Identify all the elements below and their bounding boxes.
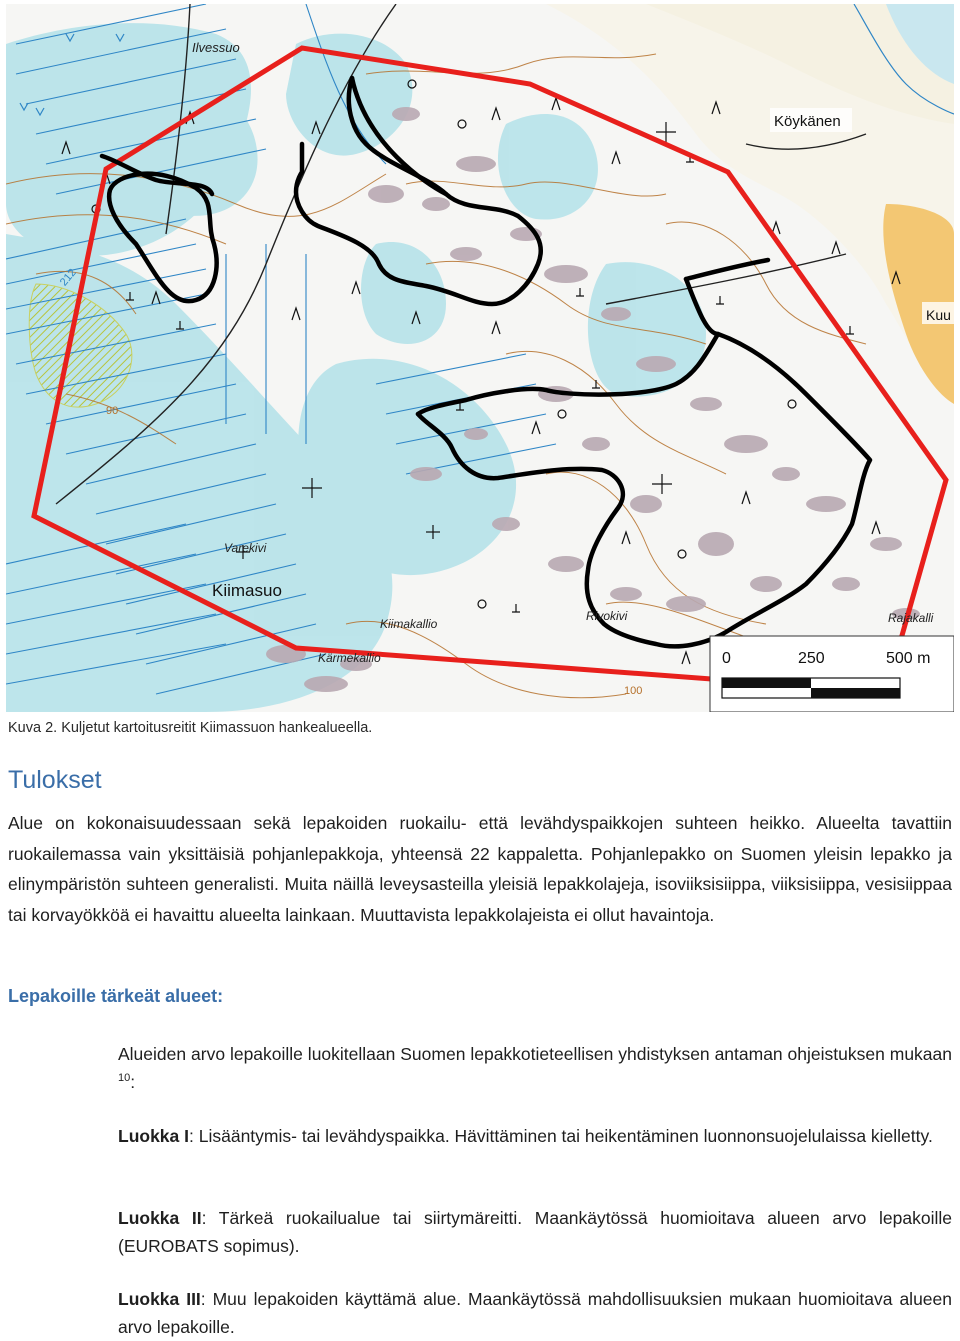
class-item: Luokka I: Lisääntymis- tai levähdyspaikka. Hävittäminen tai heikentäminen luonnonsuojelulaissa kielletty. <box>118 1126 933 1146</box>
classification-intro <box>118 1040 952 1096</box>
class-label: Luokka III <box>118 1289 201 1309</box>
footnote-ref: 10 <box>118 1072 131 1085</box>
label-contour-212: 212 <box>57 266 79 289</box>
section-heading: Tulokset <box>8 766 102 794</box>
survey-map <box>6 4 954 712</box>
scale-label-500: 500 m <box>886 650 931 667</box>
figure-caption: Kuva 2. Kuljetut kartoitusreitit Kiimassuon hankealueella. <box>8 720 373 736</box>
label-koykanen: Köykänen <box>774 113 841 130</box>
label-varekivi: Varekivi <box>224 541 267 555</box>
class-description: Tärkeä ruokailualue tai siirtymäreitti. Maankäytössä huomioitava alueen arvo lepakoille (EUROBATS sopimus). <box>118 1208 952 1256</box>
label-contour-90: 90 <box>106 405 119 417</box>
label-kiimasuo: Kiimasuo <box>212 581 282 600</box>
label-kiimakallio: Kiimakallio <box>380 617 438 631</box>
intro-suffix: : <box>130 1072 136 1092</box>
label-rajakalli: Rajakalli <box>888 611 934 625</box>
label-rivokivi: Rivokivi <box>586 609 628 623</box>
scale-label-0: 0 <box>722 650 731 667</box>
class-item: Luokka III: Muu lepakoiden käyttämä alue. Maankäytössä mahdollisuuksien mukaan huomioitava alueen arvo lepakoille. <box>118 1289 952 1337</box>
scale-label-250: 250 <box>798 650 825 667</box>
class-description: Muu lepakoiden käyttämä alue. Maankäytössä mahdollisuuksien mukaan huomioitava alueen arvo lepakoille. <box>118 1289 952 1337</box>
label-kuu: Kuu <box>926 307 951 323</box>
class-label: Luokka II <box>118 1208 202 1228</box>
subsection-heading: Lepakoille tärkeät alueet: <box>8 986 224 1006</box>
map-graphic <box>6 4 954 712</box>
intro-text: Alueiden arvo lepakoille luokitellaan Suomen lepakkotieteellisen yhdistyksen antaman ohjeistuksen mukaan <box>118 1044 952 1064</box>
class-item: Luokka II: Tärkeä ruokailualue tai siirtymäreitti. Maankäytössä huomioitava alueen arvo lepakoille (EUROBATS sopimus). <box>118 1208 952 1256</box>
label-karmekallio: Kärmekallio <box>318 651 381 665</box>
class-description: Lisääntymis- tai levähdyspaikka. Hävittäminen tai heikentäminen luonnonsuojelulaissa kielletty. <box>198 1126 933 1146</box>
results-paragraph: Alue on kokonaisuudessaan sekä lepakoiden ruokailu- että levähdyspaikkojen suhteen heikko. Alueelta tavattiin ruokailemassa vain yksittäisiä pohjanlepakkoja, yhteensä 22 kappaletta. Pohjanlepakko on Suomen yleisin lepakko ja elinympäristön suhteen generalisti. Muita näillä leveysasteilla yleisiä lepakkolajeja, isoviiksisiippa, viiksisiippa, vesisiippaa tai korvayökköä ei havaittu alueelta lainkaan. Muuttavista lepakkolajeista ei ollut havaintoja. <box>8 813 952 925</box>
scale-bar <box>710 636 954 712</box>
label-contour-100: 100 <box>624 685 643 697</box>
label-ilvessuo: Ilvessuo <box>192 40 240 55</box>
class-label: Luokka I <box>118 1126 189 1146</box>
